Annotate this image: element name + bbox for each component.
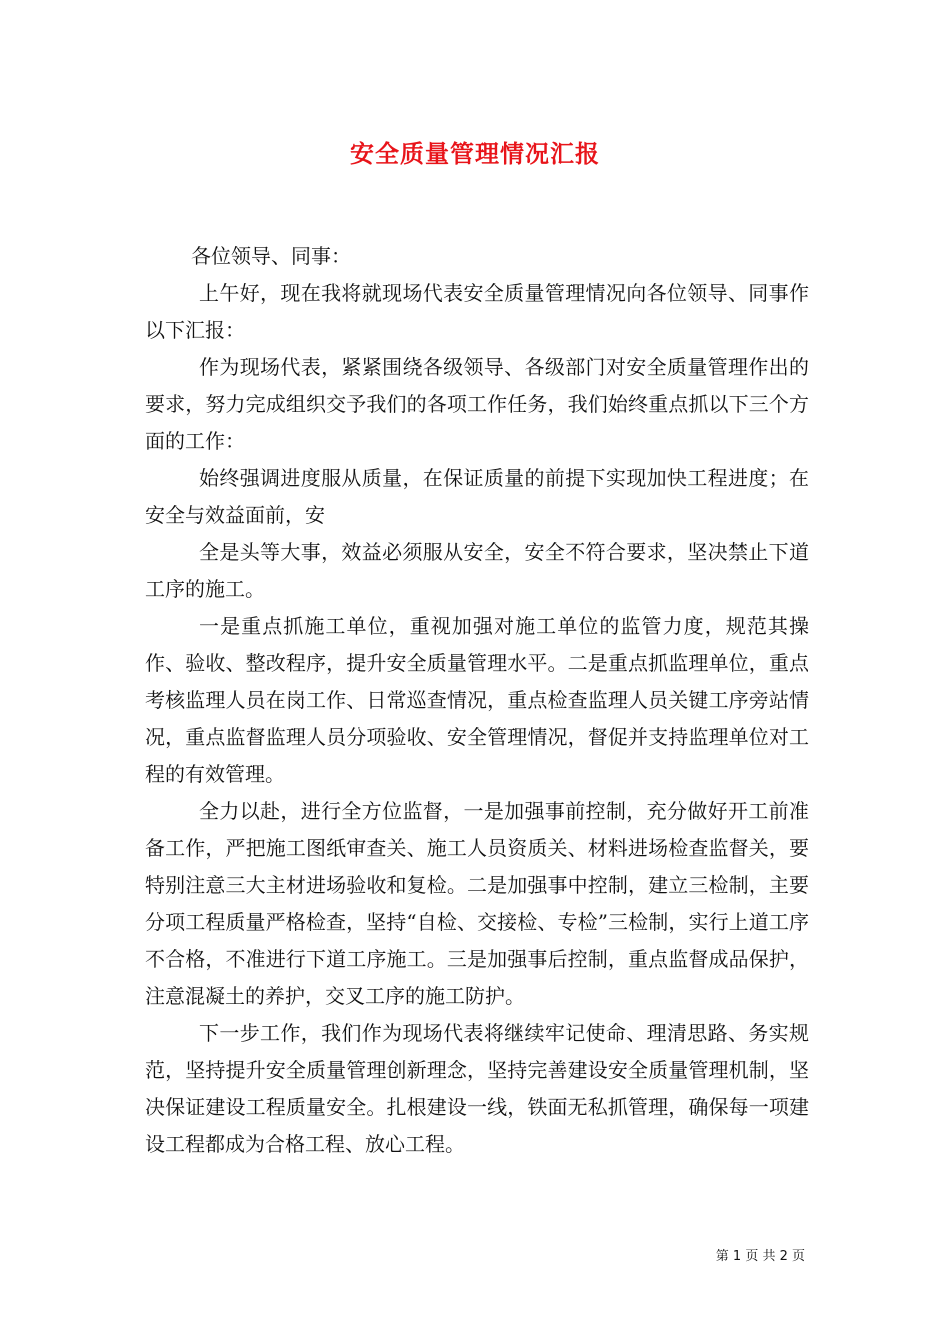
paragraph-6: 全力以赴，进行全方位监督，一是加强事前控制，充分做好开工前准备工作，严把施工图纸审查关、施工人员资质关、材料进场检查监督关，要特别注意三大主材进场验收和复检。二是加强事中控制，建立三检制，主要分项工程质量严格检查，坚持“自检、交接检、专检”三检制，实行上道工序不合格，不准进行下道工序施工。三是加强事后控制，重点监督成品保护，注意混凝土的养护，交叉工序的施工防护。	[145, 799, 809, 1008]
paragraph-7: 下一步工作，我们作为现场代表将继续牢记使命、理清思路、务实规范，坚持提升安全质量管理创新理念，坚持完善建设安全质量管理机制，坚决保证建设工程质量安全。扎根建设一线，铁面无私抓管理，确保每一项建设工程都成为合格工程、放心工程。	[145, 1021, 809, 1156]
document-title: 安全质量管理情况汇报	[350, 139, 600, 168]
greeting: 各位领导、同事：	[191, 244, 351, 268]
paragraph-4: 全是头等大事，效益必须服从安全，安全不符合要求，坚决禁止下道工序的施工。	[145, 540, 809, 601]
paragraph-2: 作为现场代表，紧紧围绕各级领导、各级部门对安全质量管理作出的要求，努力完成组织交予我们的各项工作任务，我们始终重点抓以下三个方面的工作：	[145, 355, 809, 453]
document-body	[145, 238, 809, 1163]
paragraph-1: 上午好，现在我将就现场代表安全质量管理情况向各位领导、同事作以下汇报：	[145, 281, 809, 342]
page-number-footer: 第 1 页 共 2 页	[715, 1249, 805, 1264]
paragraph-5: 一是重点抓施工单位，重视加强对施工单位的监管力度，规范其操作、验收、整改程序，提升安全质量管理水平。二是重点抓监理单位，重点考核监理人员在岗工作、日常巡查情况，重点检查监理人员关键工序旁站情况，重点监督监理人员分项验收、安全管理情况，督促并支持监理单位对工程的有效管理。	[145, 614, 809, 786]
paragraph-3: 始终强调进度服从质量，在保证质量的前提下实现加快工程进度；在安全与效益面前，安	[145, 466, 809, 527]
